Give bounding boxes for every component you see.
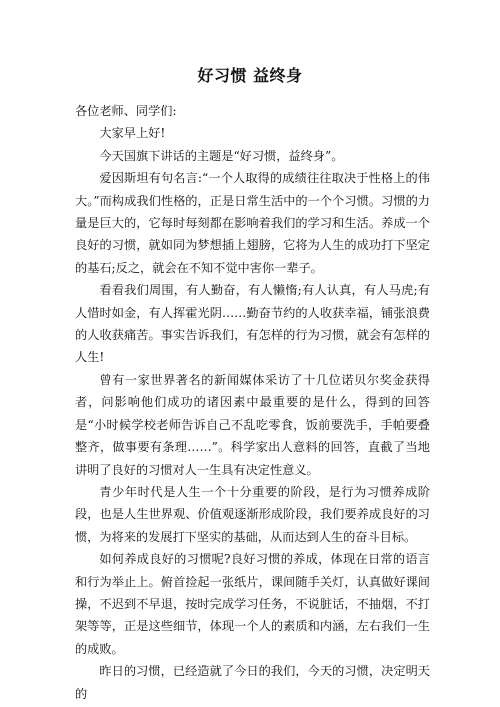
- paragraph-nobel-interview: 曾有一家世界著名的新闻媒体采访了十几位诺贝尔奖金获得者，问影响他们成功的诸因素中最重要的是什么，得到的回答是“小时候学校老师告诉自己不乱吃零食，饭前要洗手，手帕要叠整齐，做事要有条理……”。科学家出人意料的回答，直截了当地讲明了良好的习惯对人一生具有决定性意义。: [75, 372, 430, 477]
- paragraph-how-to-build: 如何养成良好的习惯呢?良好习惯的养成，体现在日常的语言和行为举止上。俯首捡起一张纸片，课间随手关灯，认真做好课间操，不迟到不早退，按时完成学习任务，不说脏话，不抽烟，不打架等等，正是这些细节，体现一个人的素质和内涵，左右我们一生的成败。: [75, 552, 430, 656]
- paragraph-youth-stage: 青少年时代是人生一个十分重要的阶段，是行为习惯养成阶段，也是人生世界观、价值观逐渐形成阶段，我们要养成良好的习惯，为将来的发展打下坚实的基础，从而达到人生的奋斗目标。: [75, 484, 430, 544]
- paragraph-einstein-quote: 爱因斯坦有句名言:“一个人取得的成绩往往取决于性格上的伟大。”而构成我们性格的，正是日常生活中的一个个习惯。习惯的力量是巨大的，它每时每刻都在影响着我们的学习和生活。养成一个良好的习惯，就如同为梦想插上翅膀，它将为人生的成功打下坚定的基石;反之，就会在不知不觉中害你一辈子。: [75, 171, 430, 275]
- page-title: 好习惯 益终身: [197, 66, 303, 85]
- paragraph-greeting: 大家早上好!: [99, 126, 166, 141]
- paragraph-yesterday-habits: 昨日的习惯，已经造就了今日的我们，今天的习惯，决定明天的: [75, 664, 430, 701]
- speech-body: [75, 100, 430, 705]
- salutation: 各位老师、同学们:: [75, 104, 177, 118]
- paragraph-topic: 今天国旗下讲话的主题是“好习惯，益终身”。: [99, 148, 344, 163]
- paragraph-look-around: 看看我们周围，有人勤奋，有人懒惰;有人认真，有人马虎;有人惜时如金，有人挥霍光阴……勤奋节约的人收获幸福，铺张浪费的人收获痛苦。事实告诉我们，有怎样的行为习惯，就会有怎样的人生!: [75, 283, 430, 365]
